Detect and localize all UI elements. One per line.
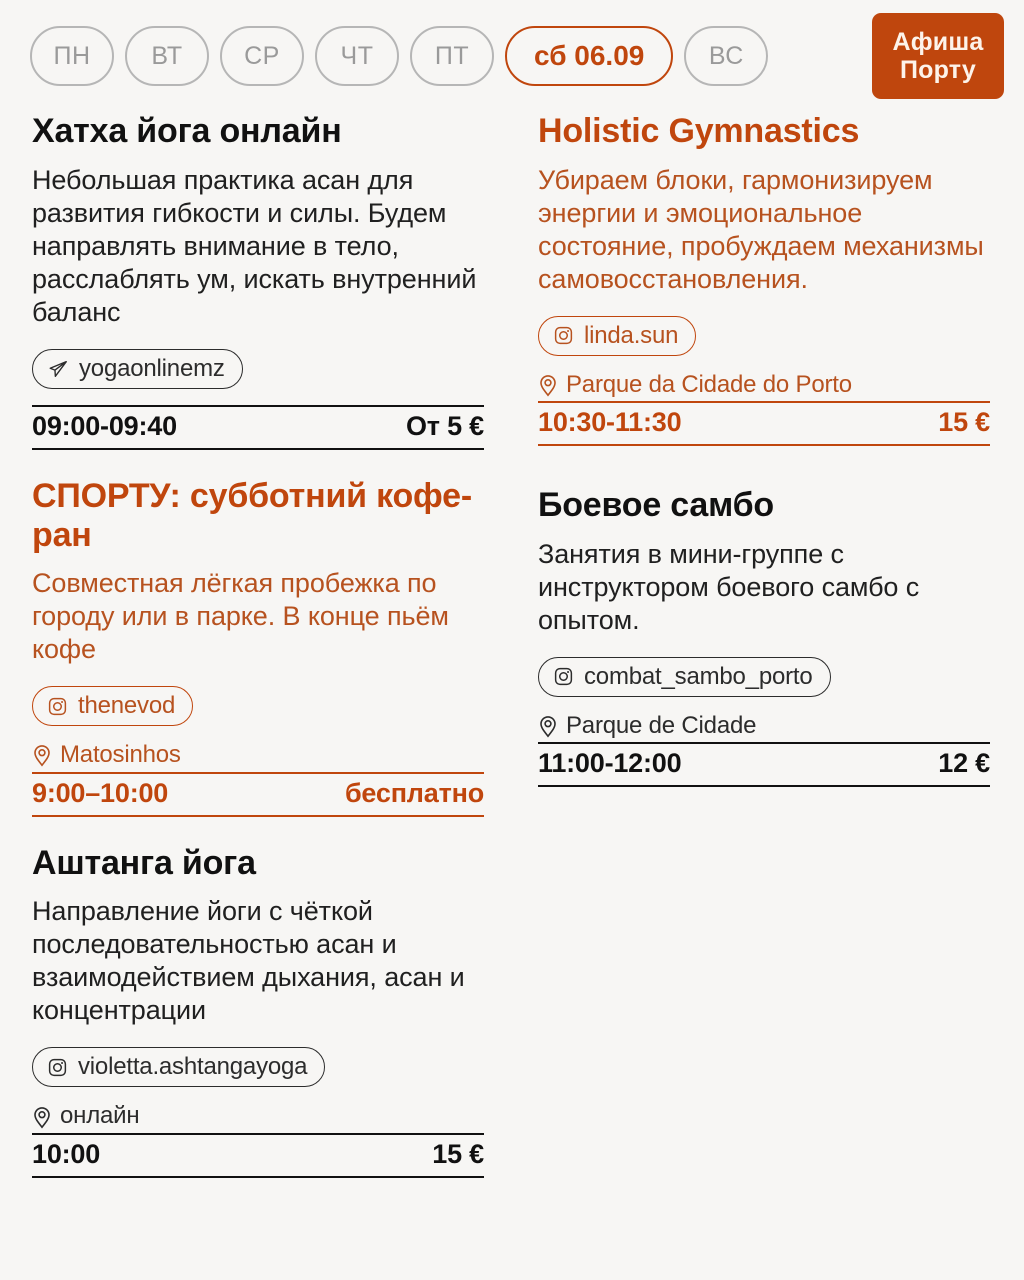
event-location-row	[538, 372, 990, 398]
social-handle-chip[interactable]	[32, 686, 193, 726]
event-price: 15 €	[938, 407, 990, 438]
event-title: Аштанга йога	[32, 843, 256, 882]
event-title: СПОРТУ: субботний кофе-ран	[32, 476, 472, 554]
day-pill[interactable]: СР	[220, 26, 304, 86]
social-handle-chip[interactable]	[32, 349, 243, 389]
day-pill[interactable]: ВС	[684, 26, 768, 86]
event-title: Хатха йога онлайн	[32, 112, 342, 150]
handle-text: violetta.ashtangayoga	[78, 1053, 308, 1081]
left-column	[32, 112, 484, 1186]
social-handle-chip[interactable]	[538, 316, 696, 356]
instagram-icon	[47, 696, 68, 717]
brand-badge	[872, 13, 1004, 99]
brand-line-2: Порту	[900, 56, 976, 84]
day-pill[interactable]: ЧТ	[315, 26, 399, 86]
event-time: 10:00	[32, 1138, 101, 1169]
event-card[interactable]	[32, 477, 484, 817]
event-price: 12 €	[938, 748, 990, 779]
event-columns	[0, 112, 1024, 1186]
event-time: 10:30-11:30	[538, 407, 682, 438]
day-pill[interactable]: ПН	[30, 26, 114, 86]
event-location-row	[32, 742, 484, 768]
event-price: бесплатно	[344, 777, 484, 808]
event-time-price-strip	[538, 742, 990, 787]
event-description: Небольшая практика асан для развития гибкости и силы. Будем направлять внимание в тело, расслаблять ум, искать внутренний баланс	[32, 164, 477, 327]
event-location-text: Parque de Cidade	[566, 711, 757, 739]
instagram-icon	[553, 666, 574, 687]
handle-text: combat_sambo_porto	[584, 662, 813, 690]
social-handle-chip[interactable]	[538, 657, 831, 697]
right-column	[538, 112, 990, 1186]
telegram-icon	[47, 358, 69, 380]
event-card[interactable]	[32, 844, 484, 1178]
day-pill-selected[interactable]: сб 06.09	[505, 26, 673, 86]
event-card[interactable]	[538, 112, 990, 446]
instagram-icon	[47, 1057, 68, 1078]
event-card[interactable]	[538, 486, 990, 787]
day-pill[interactable]: ПТ	[410, 26, 494, 86]
event-description: Занятия в мини-группе с инструктором боевого самбо с опытом.	[538, 538, 920, 635]
event-title: Holistic Gymnastics	[538, 112, 860, 150]
event-location-text: Matosinhos	[60, 741, 181, 769]
event-time-price-strip	[538, 401, 990, 446]
event-time-price-strip	[32, 1133, 484, 1178]
event-description: Совместная лёгкая пробежка по городу или в парке. В конце пьём кофе	[32, 568, 449, 665]
social-handle-chip[interactable]	[32, 1047, 325, 1087]
event-location-text: Parque da Cidade do Porto	[566, 370, 852, 398]
handle-chip-row	[32, 1047, 484, 1103]
event-card[interactable]	[32, 112, 484, 450]
event-price: 15 €	[432, 1138, 484, 1169]
event-price: От 5 €	[405, 410, 484, 441]
event-time-price-strip	[32, 772, 484, 817]
day-pill[interactable]: ВТ	[125, 26, 209, 86]
event-location-row	[538, 713, 990, 739]
event-location-row	[32, 1103, 484, 1129]
event-time: 11:00-12:00	[538, 748, 682, 779]
handle-chip-row	[538, 316, 990, 372]
pin-icon	[538, 373, 558, 397]
instagram-icon	[553, 325, 574, 346]
handle-chip-row	[32, 686, 484, 742]
event-time-price-strip	[32, 405, 484, 450]
event-time: 09:00-09:40	[32, 410, 177, 441]
brand-line-1: Афиша	[892, 28, 984, 56]
handle-text: yogaonlinemz	[79, 354, 225, 382]
event-description: Направление йоги с чёткой последовательностью асан и взаимодействием дыхания, асан и концентрации	[32, 896, 465, 1026]
pin-icon	[32, 743, 52, 767]
pin-icon	[32, 1105, 52, 1129]
pin-icon	[538, 714, 558, 738]
event-location-text: онлайн	[60, 1102, 140, 1130]
handle-text: linda.sun	[584, 321, 679, 349]
event-time: 9:00–10:00	[32, 777, 169, 808]
day-selector	[30, 26, 872, 86]
handle-text: thenevod	[78, 692, 176, 720]
event-description: Убираем блоки, гармонизируем энергии и эмоциональное состояние, пробуждаем механизмы самовосстановления.	[538, 164, 984, 294]
handle-chip-row	[538, 657, 990, 713]
event-title: Боевое самбо	[538, 486, 774, 525]
header	[0, 0, 1024, 112]
handle-chip-row	[32, 349, 484, 405]
